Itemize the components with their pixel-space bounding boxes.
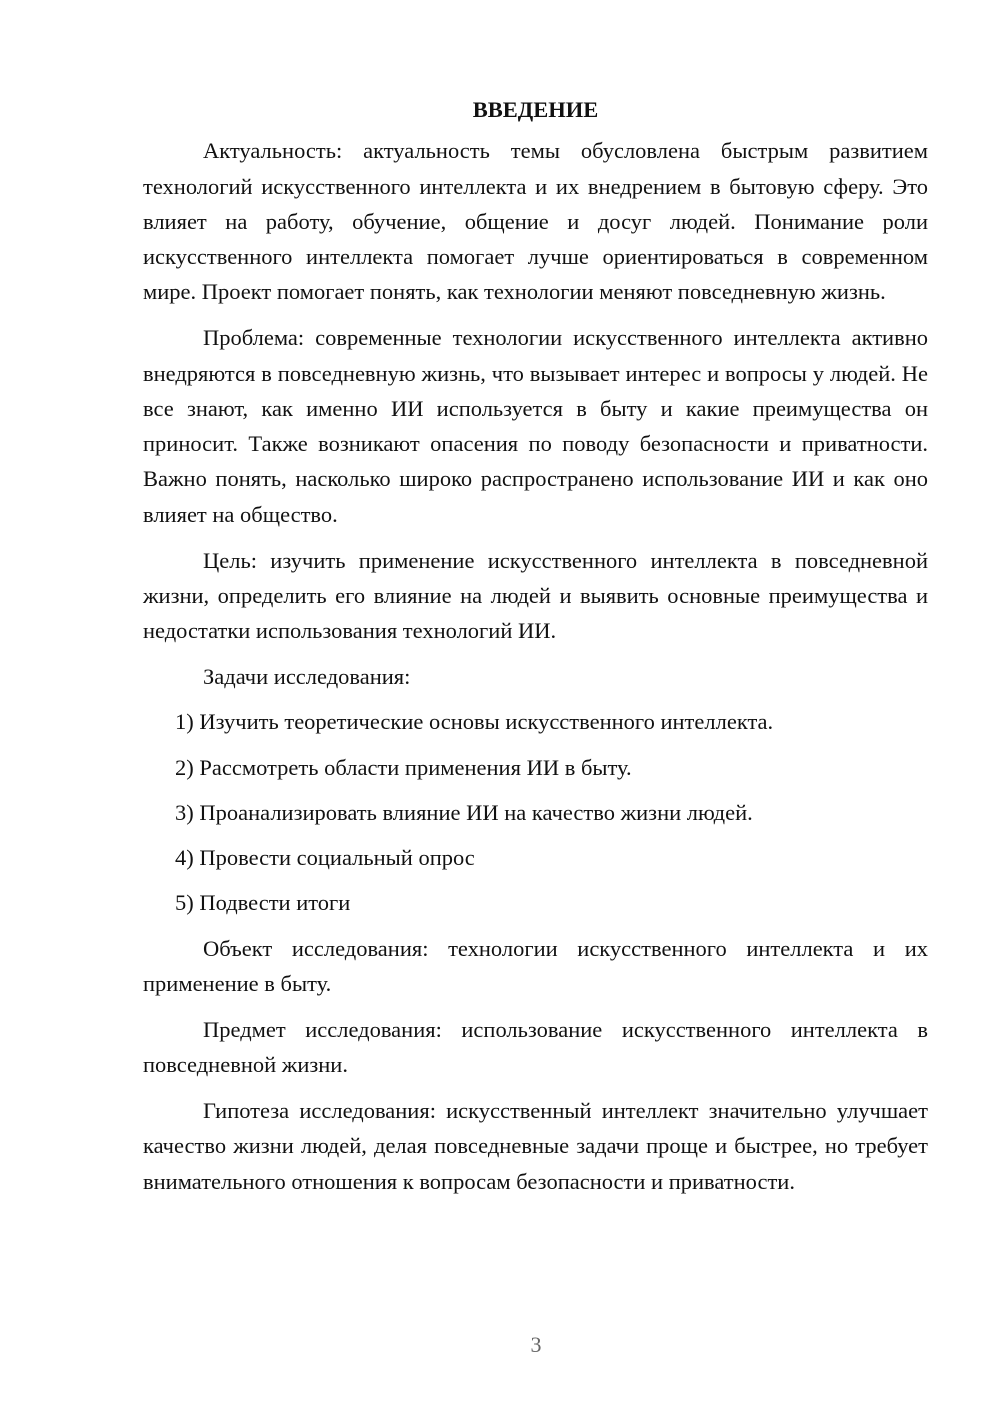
paragraph-relevance: Актуальность: актуальность темы обусловлена быстрым развитием технологий искусственного интеллекта и их внедрением в бытовую сферу. Это влияет на работу, обучение, общение и досуг людей. Понимание роли искусственного интеллекта помогает лучше ориентироваться в современном мире. Проект помогает понять, как технологии меняют повседневную жизнь. — [143, 138, 928, 305]
paragraph-problem: Проблема: современные технологии искусственного интеллекта активно внедряются в повседневную жизнь, что вызывает интерес и вопросы у людей. Не все знают, как именно ИИ используется в быту и какие преимущества он приносит. Также возникают опасения по поводу безопасности и приватности. Важно понять, насколько широко распространено использование ИИ и как оно влияет на общество. — [143, 325, 928, 527]
task-item: 1) Изучить теоретические основы искусственного интеллекта. — [175, 709, 774, 735]
task-item: 4) Провести социальный опрос — [175, 845, 475, 871]
page-content — [143, 92, 928, 1209]
paragraph-subject: Предмет исследования: использование искусственного интеллекта в повседневной жизни. — [143, 1016, 928, 1078]
task-item: 5) Подвести итоги — [175, 890, 351, 916]
section-heading: ВВЕДЕНИЕ — [472, 97, 599, 122]
tasks-title: Задачи исследования: — [203, 663, 411, 689]
paragraph-object: Объект исследования: технологии искусственного интеллекта и их применение в быту. — [143, 935, 928, 997]
task-item: 3) Проанализировать влияние ИИ на качество жизни людей. — [175, 799, 753, 825]
task-item: 2) Рассмотреть области применения ИИ в быту. — [175, 754, 632, 780]
page-number: 3 — [530, 1332, 542, 1357]
paragraph-goal: Цель: изучить применение искусственного интеллекта в повседневной жизни, определить его влияние на людей и выявить основные преимущества и недостатки использования технологий ИИ. — [143, 547, 928, 644]
paragraph-hypothesis: Гипотеза исследования: искусственный интеллект значительно улучшает качество жизни людей, делая повседневные задачи проще и быстрее, но требует внимательного отношения к вопросам безопасности и приватности. — [143, 1097, 928, 1194]
